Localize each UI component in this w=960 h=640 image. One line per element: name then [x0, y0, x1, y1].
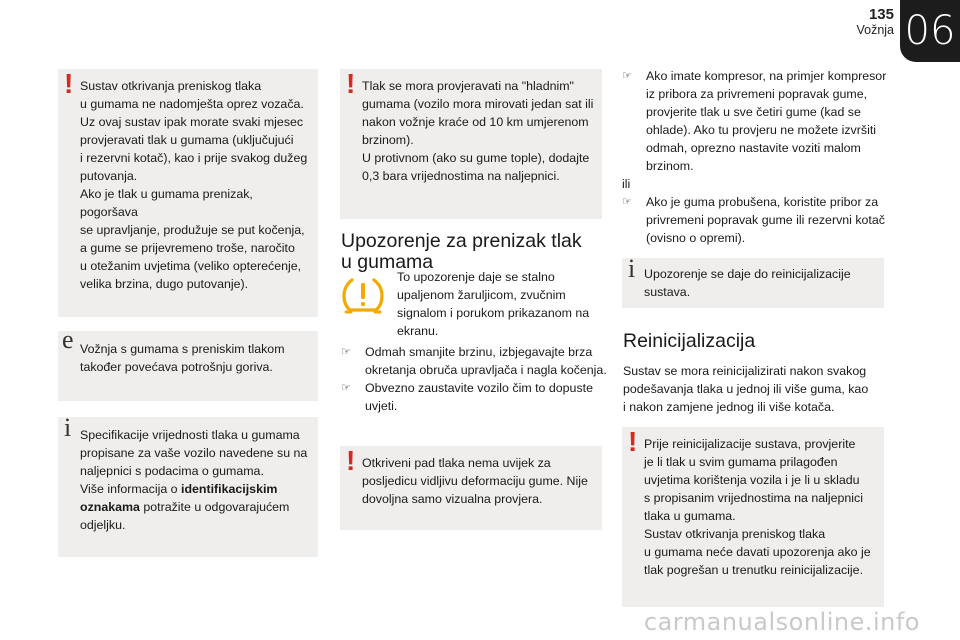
text-line: odjeljku.	[80, 518, 126, 532]
warning-box-cold-tyres	[340, 69, 602, 219]
bullet-arrow-icon: ☞	[622, 196, 632, 208]
text-line: i nakon zamjene jednog ili više kotača.	[623, 400, 835, 414]
warning-description	[397, 268, 607, 340]
watermark: carmanualsonline.info	[643, 608, 920, 636]
text-line: Vožnja s gumama s preniskim tlakom	[80, 342, 285, 356]
text-line: velika brzina, dugo putovanje).	[80, 277, 249, 291]
warning-box-visual-check	[340, 446, 602, 530]
warning-exclamation-icon: !	[346, 445, 356, 476]
list-item: ☞ Odmah smanjite brzinu, izbjegavajte brza okretanja obruča upravljača i nagla kočenja.	[341, 345, 607, 377]
text-line: Upozorenje se daje do reinicijalizacije	[644, 267, 851, 281]
text-line: Više informacija o identifikacijskim	[80, 482, 278, 496]
text-line: Sustav otkrivanja preniskog tlaka	[644, 527, 826, 541]
text-line: također povećava potrošnju goriva.	[80, 360, 273, 374]
text-line: propisane za vaše vozilo navedene su na	[80, 446, 308, 460]
page-number: 135	[868, 6, 894, 23]
info-icon: i	[628, 254, 636, 283]
text-line: Otkriveni pad tlaka nema uvijek za	[362, 456, 551, 470]
bullet-arrow-icon: ☞	[622, 70, 632, 82]
bullet-arrow-icon: ☞	[341, 346, 351, 358]
text-line: Ako je tlak u gumama prenizak, pogoršava	[80, 187, 253, 219]
text-line: s propisanim vrijednostima na naljepnici	[644, 491, 864, 505]
chapter-tab: 06	[900, 0, 960, 62]
text-line: se upravljanje, produžuje se put kočenja,	[80, 223, 305, 237]
text-line: i rezervni kotač), kao i prije svakog dužeg	[80, 151, 308, 165]
list-item: ☞ Obvezno zaustavite vozilo čim to dopuste uvjeti.	[341, 381, 593, 413]
text-line: provjeravati tlak u gumama (uključujući	[80, 133, 294, 147]
link-term: oznakama	[80, 500, 140, 514]
list-item: ☞ Ako je guma probušena, koristite pribor za privremeni popravak gume ili rezervni kotač (ovisno o opremi).	[622, 195, 885, 245]
text-line: dovoljna samo vizualna provjera.	[362, 492, 543, 506]
info-box-specifications	[58, 413, 318, 557]
repair-options	[622, 67, 892, 247]
reinitialization-paragraph	[623, 362, 893, 416]
text-line: Prije reinicijalizacije sustava, provjerite	[644, 437, 856, 451]
warning-box-tpms	[58, 69, 318, 317]
link-term: identifikacijskim	[181, 482, 278, 496]
or-text: ili	[622, 177, 631, 191]
text-line: Tlak se mora provjeravati na "hladnim"	[362, 79, 574, 93]
info-box-reset	[622, 254, 884, 308]
warning-exclamation-icon: !	[346, 68, 356, 99]
text-line: uvjetima korištenja vozila i je li u skladu	[644, 473, 860, 487]
eco-icon: e	[62, 325, 74, 354]
text-line: u gumama ne nadomješta oprez vozača.	[80, 97, 304, 111]
text-line: Uz ovaj sustav ipak morate svaki mjesec	[80, 115, 304, 129]
text-line: je li tlak u svim gumama prilagođen	[644, 455, 838, 469]
text-line: tlak pogrešan u trenutku reinicijalizacije.	[644, 563, 864, 577]
text-line: putovanja.	[80, 169, 138, 183]
text-line: Sustav se mora reinicijalizirati nakon svakog	[623, 364, 867, 378]
text-line: naljepnici s podacima o gumama.	[80, 464, 264, 478]
text-line: gumama (vozilo mora mirovati jedan sat ili	[362, 97, 594, 111]
text-line: To upozorenje daje se stalno	[397, 270, 555, 284]
text-line: signalom i porukom prikazanom na	[397, 306, 590, 320]
list-item: ☞ Ako imate kompresor, na primjer kompresor iz pribora za privremeni popravak gume, provjerite tlak u sve četiri gume (kad se ohlade). Ako tu provjeru ne možete izvršiti odmah, oprezno nastavite voziti malom brzinom.	[622, 69, 887, 173]
text-line: oznakama potražite u odgovarajućem	[80, 500, 290, 514]
text-line: brzinom).	[362, 133, 414, 147]
section-title: Vožnja	[856, 23, 894, 37]
text-line: nakon vožnje kraće od 10 km umjerenom	[362, 115, 589, 129]
text-line: u otežanim uvjetima (veliko opterećenje,	[80, 259, 302, 273]
warning-box-before-reset	[622, 427, 884, 607]
section-heading-reinitialization: Reinicijalizacija	[623, 330, 756, 352]
warning-exclamation-icon: !	[64, 68, 74, 99]
text-line: tlaka u gumama.	[644, 509, 736, 523]
text-line: upaljenom žaruljicom, zvučnim	[397, 288, 566, 302]
section-heading-low-pressure: Upozorenje za prenizak tlak u gumama	[341, 230, 582, 273]
text-line: 0,3 bara vrijednostima na naljepnici.	[362, 169, 560, 183]
warning-exclamation-icon: !	[628, 426, 638, 457]
eco-box	[58, 325, 318, 401]
text-line: a gume se prijevremeno troše, naročito	[80, 241, 295, 255]
text-line: Sustav otkrivanja preniskog tlaka	[80, 79, 262, 93]
tyre-pressure-warning-icon	[342, 274, 384, 316]
text-line: U protivnom (ako su gume tople), dodajte	[362, 151, 590, 165]
text-line: u gumama neće davati upozorenja ako je	[644, 545, 871, 559]
text-line: ekranu.	[397, 324, 439, 338]
instructions-list	[341, 343, 609, 415]
text-line: Specifikacije vrijednosti tlaka u gumama	[80, 428, 300, 442]
info-icon: i	[64, 413, 72, 442]
text-line: sustava.	[644, 285, 691, 299]
bullet-arrow-icon: ☞	[341, 382, 351, 394]
text-line: posljedicu vidljivu deformaciju gume. Nije	[362, 474, 588, 488]
text-line: podešavanja tlaka u jednoj ili više guma, kao	[623, 382, 869, 396]
